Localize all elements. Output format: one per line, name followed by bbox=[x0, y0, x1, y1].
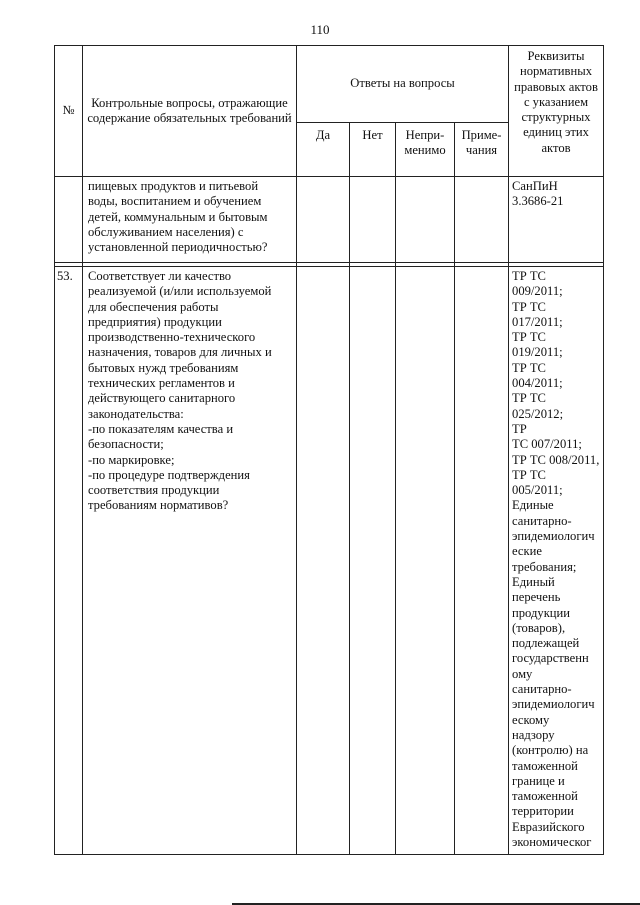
row-question bbox=[83, 267, 297, 855]
question-line: производственно-технического bbox=[88, 330, 256, 345]
header-yes: Да bbox=[297, 123, 350, 177]
answer-na-cell bbox=[396, 177, 455, 263]
answer-no-cell bbox=[350, 177, 396, 263]
header-notes-line1: Приме- bbox=[461, 128, 502, 142]
question-line: -по процедуре подтверждения bbox=[88, 467, 250, 482]
header-question: Контрольные вопросы, отражающие содержание обязательных требований bbox=[83, 46, 297, 177]
header-not-applicable bbox=[396, 123, 455, 177]
question-line: для обеспечения работы bbox=[88, 299, 219, 314]
header-no: Нет bbox=[350, 123, 396, 177]
table-row-continuation bbox=[55, 177, 604, 263]
question-line: бытовых нужд требованиям bbox=[88, 360, 239, 375]
question-line: действующего санитарного bbox=[88, 391, 236, 406]
header-na-line1: Непри- bbox=[405, 128, 445, 142]
notes-cell bbox=[455, 177, 509, 263]
question-line: соответствия продукции bbox=[88, 483, 220, 498]
notes-cell bbox=[455, 267, 509, 855]
question-line: законодательства: bbox=[88, 406, 184, 421]
question-line: безопасности; bbox=[88, 437, 164, 452]
page-number: 110 bbox=[310, 22, 330, 37]
answer-yes-cell bbox=[297, 267, 350, 855]
header-notes-line2: чания bbox=[465, 143, 498, 158]
question-line: требованиям нормативов? bbox=[88, 498, 229, 513]
question-line: установленной периодичностью? bbox=[88, 240, 268, 255]
header-answers: Ответы на вопросы bbox=[297, 46, 509, 123]
row-requisites: ТР ТС 009/2011; ТР ТС 017/2011; ТР ТС 019/2011; ТР ТС 004/2011; ТР ТС 025/2012; ТР ТС 007/2011; ТР ТС 008/2011, ТР ТС 005/2011; Единые санитарно- эпидемиологич еские требования; Единый перечень продукции (товаров), подлежащей государственн ому санитарно- эпидемиологич ескому надзору (контролю) на таможенной границе и таможенной территории Евразийского экономическог bbox=[509, 267, 604, 855]
row-number: 53. bbox=[55, 267, 83, 855]
header-notes bbox=[455, 123, 509, 177]
row-number bbox=[55, 177, 83, 263]
question-line: -по маркировке; bbox=[88, 452, 175, 467]
question-line: предприятия) продукции bbox=[88, 314, 222, 329]
question-line: Соответствует ли качество bbox=[88, 269, 232, 283]
question-line: воды, воспитанием и обучением bbox=[88, 194, 262, 209]
question-line: технических регламентов и bbox=[88, 376, 235, 391]
header-requisites: Реквизиты нормативных правовых актов с указанием структурных единиц этих актов bbox=[509, 46, 604, 177]
question-line: реализуемой (и/или используемой bbox=[88, 284, 272, 299]
question-line: -по показателям качества и bbox=[88, 421, 234, 436]
row-question bbox=[83, 177, 297, 263]
header-number: № bbox=[55, 46, 83, 177]
answer-yes-cell bbox=[297, 177, 350, 263]
question-line: обслуживанием населения) с bbox=[88, 224, 244, 239]
row-requisites: СанПиН 3.3686-21 bbox=[509, 177, 604, 263]
question-line: пищевых продуктов и питьевой bbox=[88, 179, 259, 193]
requirements-table bbox=[54, 45, 604, 855]
answer-na-cell bbox=[396, 267, 455, 855]
answer-no-cell bbox=[350, 267, 396, 855]
header-na-line2: менимо bbox=[404, 143, 446, 158]
question-line: назначения, товаров для личных и bbox=[88, 345, 272, 360]
table-row-53 bbox=[55, 267, 604, 855]
question-line: детей, коммунальным и бытовым bbox=[88, 209, 268, 224]
